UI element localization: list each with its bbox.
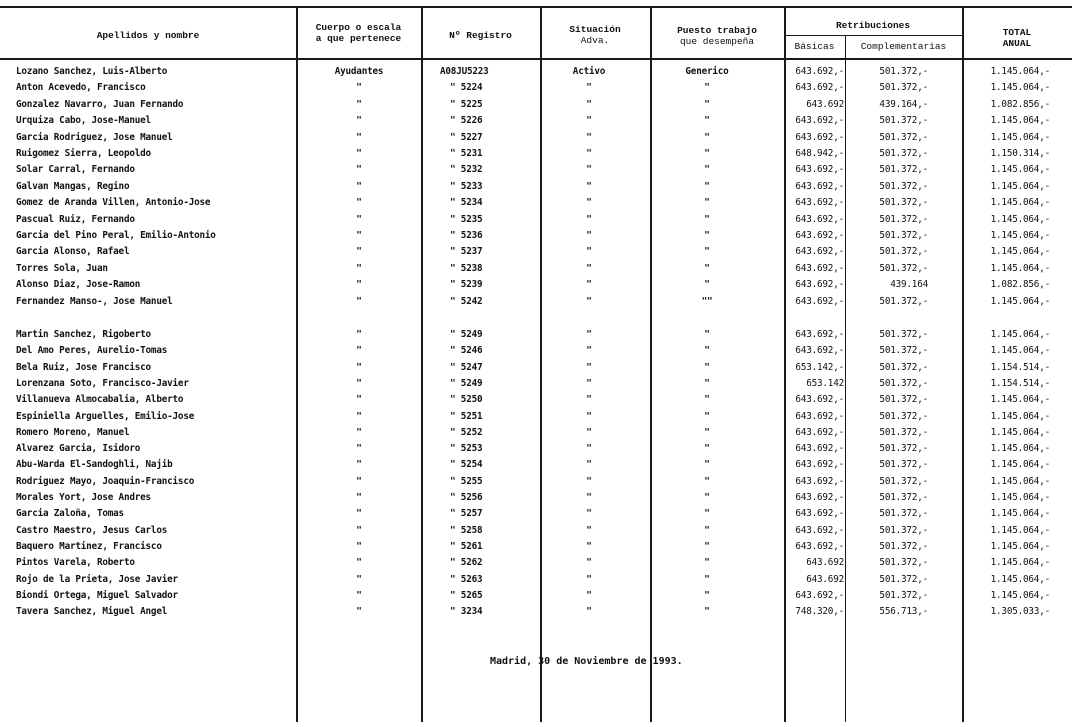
cell-registro: " 5239 [450,279,483,291]
cell-total: 1.305.033,- [990,606,1050,618]
header-retribuciones: Retribuciones [835,20,911,31]
cell-total: 1.145.064,- [990,443,1050,455]
cell-registro: " 5249 [450,377,483,389]
cell-situacion: " [586,148,592,159]
cell-total: 1.145.064,- [990,345,1050,357]
cell-situacion: " [586,557,592,569]
cell-basicas: 643.692,- [795,540,844,552]
cell-puesto: " [704,148,710,159]
cell-basicas: 643.692,- [795,295,844,307]
cell-puesto: " [704,589,710,601]
cell-cuerpo: " [356,180,362,192]
cell-total: 1.145.064,- [990,180,1050,192]
cell-puesto: " [704,426,710,438]
cell-basicas: 648.942,- [795,148,844,159]
cell-total: 1.145.064,- [990,540,1050,552]
cell-name: Romero Moreno, Manuel [16,426,130,438]
cell-puesto: " [704,508,710,520]
cell-name: Gonzalez Navarro, Juan Fernando [16,98,184,110]
header-total-line2: ANUAL [1002,38,1032,49]
cell-cuerpo: " [356,115,362,127]
cell-registro: " 5250 [450,394,483,406]
cell-complementarias: 501.372,- [879,66,928,77]
cell-total: 1.145.064,- [990,557,1050,569]
cell-situacion: Activo [572,66,606,77]
cell-name: Solar Carral, Fernando [16,164,135,176]
cell-complementarias: 501.372,- [879,508,928,520]
cell-puesto: " [704,98,710,110]
cell-puesto: " [704,475,710,487]
cell-puesto: " [704,410,710,422]
cell-complementarias: 501.372,- [879,589,928,601]
cell-basicas: 643.692,- [795,230,844,241]
cell-basicas: 643.692,- [795,508,844,520]
cell-cuerpo: " [356,540,362,552]
cell-registro: " 5256 [450,492,483,503]
cell-registro: " 5226 [450,115,483,127]
cell-complementarias: 501.372,- [879,213,928,225]
cell-basicas: 643.692,- [795,459,844,471]
cell-situacion: " [586,98,592,110]
cell-name: Lorenzana Soto, Francisco-Javier [16,377,189,389]
cell-registro: " 5251 [450,410,483,422]
cell-basicas: 643.692,- [795,66,844,77]
cell-name: Biondi Ortega, Miguel Salvador [16,589,178,601]
cell-complementarias: 501.372,- [879,230,928,241]
cell-puesto: " [704,279,710,291]
cell-basicas: 643.692,- [795,410,844,422]
cell-complementarias: 501.372,- [879,131,928,143]
cell-basicas: 643.692,- [795,180,844,192]
cell-cuerpo: " [356,230,362,241]
cell-total: 1.145.064,- [990,213,1050,225]
cell-situacion: " [586,213,592,225]
cell-registro: " 5232 [450,164,483,176]
cell-name: Galvan Mangas, Regino [16,180,130,192]
cell-registro: " 5234 [450,197,483,209]
cell-cuerpo: " [356,197,362,209]
cell-registro: " 5254 [450,459,483,471]
cell-registro: " 5236 [450,230,483,241]
cell-complementarias: 501.372,- [879,361,928,373]
cell-registro: " 3234 [450,606,483,618]
cell-cuerpo: " [356,426,362,438]
cell-cuerpo: " [356,508,362,520]
cell-total: 1.150.314,- [990,148,1050,159]
cell-situacion: " [586,475,592,487]
cell-total: 1.145.064,- [990,329,1050,340]
cell-total: 1.145.064,- [990,394,1050,406]
cell-situacion: " [586,459,592,471]
cell-total: 1.145.064,- [990,230,1050,241]
cell-complementarias: 501.372,- [879,377,928,389]
cell-complementarias: 501.372,- [879,295,928,307]
col-divider-1 [296,6,298,722]
col-divider-3 [540,6,542,722]
cell-total: 1.145.064,- [990,164,1050,176]
cell-complementarias: 501.372,- [879,148,928,159]
cell-situacion: " [586,345,592,357]
cell-total: 1.082.856,- [990,279,1050,291]
cell-basicas: 643.692 [806,573,844,585]
cell-total: 1.145.064,- [990,295,1050,307]
cell-situacion: " [586,246,592,258]
cell-puesto: " [704,82,710,94]
cell-registro: " 5247 [450,361,483,373]
cell-name: Rodriguez Mayo, Joaquin-Francisco [16,475,195,487]
cell-basicas: 643.692,- [795,197,844,209]
cell-registro: " 5237 [450,246,483,258]
cell-puesto: " [704,361,710,373]
cell-complementarias: 501.372,- [879,394,928,406]
cell-registro: " 5265 [450,589,483,601]
col-divider-6 [845,35,846,722]
cell-puesto: " [704,164,710,176]
cell-total: 1.145.064,- [990,508,1050,520]
header-situacion [540,24,650,46]
cell-name: Ruigomez Sierra, Leopoldo [16,148,151,159]
cell-cuerpo: " [356,295,362,307]
cell-cuerpo: " [356,492,362,503]
cell-complementarias: 501.372,- [879,443,928,455]
cell-situacion: " [586,164,592,176]
cell-basicas: 748.320,- [795,606,844,618]
cell-basicas: 643.692,- [795,115,844,127]
cell-name: Fernandez Manso-, Jose Manuel [16,295,173,307]
cell-registro: " 5233 [450,180,483,192]
cell-total: 1.154.514,- [990,361,1050,373]
cell-situacion: " [586,606,592,618]
cell-complementarias: 556.713,- [879,606,928,618]
cell-name: Garcia Zaloña, Tomas [16,508,124,520]
cell-situacion: " [586,410,592,422]
cell-puesto: " [704,246,710,258]
cell-puesto: " [704,540,710,552]
cell-registro: " 5249 [450,329,483,340]
header-cuerpo-line2: a que pertenece [315,33,402,44]
cell-total: 1.145.064,- [990,66,1050,77]
header-registro: Nº Registro [449,30,512,41]
cell-puesto: " [704,443,710,455]
cell-name: Lozano Sanchez, Luis-Alberto [16,66,168,77]
cell-situacion: " [586,197,592,209]
cell-name: Gomez de Aranda Villen, Antonio-Jose [16,197,211,209]
cell-complementarias: 501.372,- [879,573,928,585]
cell-name: Castro Maestro, Jesus Carlos [16,524,168,536]
cell-registro: A08JU5223 [440,66,489,77]
document-footer: Madrid, 30 de Noviembre de 1993. [490,656,683,667]
cell-complementarias: 501.372,- [879,329,928,340]
cell-total: 1.145.064,- [990,524,1050,536]
cell-situacion: " [586,443,592,455]
cell-basicas: 643.692,- [795,492,844,503]
cell-registro: " 5242 [450,295,483,307]
cell-puesto: Generico [685,66,729,77]
cell-registro: " 5227 [450,131,483,143]
cell-basicas: 643.692,- [795,345,844,357]
cell-complementarias: 501.372,- [879,197,928,209]
cell-total: 1.145.064,- [990,115,1050,127]
cell-puesto: " [704,131,710,143]
cell-name: Martin Sanchez, Rigoberto [16,329,151,340]
cell-registro: " 5258 [450,524,483,536]
cell-basicas: 643.692,- [795,329,844,340]
cell-complementarias: 501.372,- [879,164,928,176]
header-total-line1: TOTAL [1002,27,1032,38]
cell-name: Baquero Martinez, Francisco [16,540,162,552]
cell-complementarias: 501.372,- [879,459,928,471]
cell-registro: " 5246 [450,345,483,357]
cell-name: Pintos Varela, Roberto [16,557,135,569]
cell-name: Villanueva Almocabalia, Alberto [16,394,184,406]
cell-situacion: " [586,361,592,373]
cell-total: 1.082.856,- [990,98,1050,110]
cell-complementarias: 501.372,- [879,410,928,422]
cell-situacion: " [586,573,592,585]
cell-name: Torres Sola, Juan [16,262,108,274]
cell-name: Bela Ruiz, Jose Francisco [16,361,151,373]
header-name: Apellidos y nombre [96,30,200,41]
cell-puesto: " [704,459,710,471]
cell-situacion: " [586,540,592,552]
cell-basicas: 643.692,- [795,279,844,291]
cell-total: 1.154.514,- [990,377,1050,389]
cell-name: Alvarez Garcia, Isidoro [16,443,141,455]
cell-cuerpo: " [356,345,362,357]
cell-total: 1.145.064,- [990,82,1050,94]
cell-situacion: " [586,131,592,143]
cell-complementarias: 501.372,- [879,475,928,487]
cell-total: 1.145.064,- [990,573,1050,585]
cell-registro: " 5253 [450,443,483,455]
cell-cuerpo: " [356,98,362,110]
cell-cuerpo: " [356,459,362,471]
cell-situacion: " [586,115,592,127]
header-puesto [650,25,784,47]
header-situacion-line1: Situación [569,24,621,35]
cell-complementarias: 501.372,- [879,540,928,552]
cell-complementarias: 501.372,- [879,492,928,503]
cell-registro: " 5224 [450,82,483,94]
cell-basicas: 643.692,- [795,394,844,406]
cell-total: 1.145.064,- [990,131,1050,143]
cell-basicas: 653.142 [806,377,844,389]
cell-puesto: " [704,492,710,503]
cell-situacion: " [586,492,592,503]
top-rule [0,6,1072,8]
cell-cuerpo: " [356,262,362,274]
cell-puesto: " [704,606,710,618]
cell-puesto: "" [701,295,713,307]
cell-name: Garcia Alonso, Rafael [16,246,130,258]
cell-registro: " 5255 [450,475,483,487]
cell-registro: " 5257 [450,508,483,520]
cell-cuerpo: " [356,148,362,159]
cell-name: Urquiza Cabo, Jose-Manuel [16,115,151,127]
cell-basicas: 643.692,- [795,589,844,601]
cell-name: Del Amo Peres, Aurelio-Tomas [16,345,168,357]
cell-total: 1.145.064,- [990,426,1050,438]
cell-puesto: " [704,262,710,274]
cell-situacion: " [586,82,592,94]
header-bottom-rule [0,58,1072,60]
cell-cuerpo: " [356,246,362,258]
cell-cuerpo: " [356,557,362,569]
cell-name: Anton Acevedo, Francisco [16,82,146,94]
cell-basicas: 653.142,- [795,361,844,373]
cell-puesto: " [704,329,710,340]
cell-total: 1.145.064,- [990,475,1050,487]
cell-complementarias: 501.372,- [879,524,928,536]
header-complementarias: Complementarias [860,41,947,52]
cell-name: Tavera Sanchez, Miguel Angel [16,606,168,618]
cell-cuerpo: " [356,606,362,618]
cell-total: 1.145.064,- [990,459,1050,471]
cell-situacion: " [586,589,592,601]
cell-situacion: " [586,426,592,438]
cell-complementarias: 501.372,- [879,246,928,258]
cell-puesto: " [704,557,710,569]
cell-cuerpo: " [356,329,362,340]
cell-complementarias: 501.372,- [879,345,928,357]
cell-cuerpo: " [356,475,362,487]
cell-complementarias: 501.372,- [879,557,928,569]
header-total [962,27,1072,49]
cell-puesto: " [704,377,710,389]
header-situacion-line2: Adva. [580,35,610,46]
cell-situacion: " [586,230,592,241]
cell-name: Morales Yort, Jose Andres [16,492,151,503]
cell-situacion: " [586,508,592,520]
cell-name: Rojo de la Prieta, Jose Javier [16,573,178,585]
cell-complementarias: 501.372,- [879,82,928,94]
cell-registro: " 5261 [450,540,483,552]
cell-puesto: " [704,524,710,536]
cell-cuerpo: " [356,377,362,389]
cell-cuerpo: " [356,573,362,585]
cell-total: 1.145.064,- [990,492,1050,503]
cell-name: Alonso Diaz, Jose-Ramon [16,279,141,291]
cell-name: Pascual Ruiz, Fernando [16,213,135,225]
cell-basicas: 643.692,- [795,262,844,274]
cell-name: Garcia del Pino Peral, Emilio-Antonio [16,230,216,241]
cell-cuerpo: " [356,443,362,455]
header-cuerpo [296,22,421,44]
cell-registro: " 5225 [450,98,483,110]
cell-cuerpo: " [356,410,362,422]
cell-situacion: " [586,377,592,389]
header-puesto-line1: Puesto trabajo [677,25,757,36]
cell-basicas: 643.692,- [795,524,844,536]
cell-cuerpo: " [356,164,362,176]
cell-situacion: " [586,262,592,274]
cell-puesto: " [704,213,710,225]
cell-registro: " 5252 [450,426,483,438]
cell-puesto: " [704,180,710,192]
cell-basicas: 643.692 [806,557,844,569]
cell-registro: " 5231 [450,148,483,159]
cell-registro: " 5235 [450,213,483,225]
cell-basicas: 643.692,- [795,131,844,143]
cell-cuerpo: " [356,524,362,536]
cell-puesto: " [704,573,710,585]
cell-basicas: 643.692,- [795,82,844,94]
cell-complementarias: 501.372,- [879,426,928,438]
cell-total: 1.145.064,- [990,589,1050,601]
cell-complementarias: 501.372,- [879,115,928,127]
cell-name: Garcia Rodriguez, Jose Manuel [16,131,173,143]
header-puesto-line2: que desempeña [679,36,755,47]
header-basicas: Básicas [794,41,835,52]
cell-registro: " 5238 [450,262,483,274]
cell-cuerpo: " [356,279,362,291]
cell-situacion: " [586,279,592,291]
cell-complementarias: 501.372,- [879,180,928,192]
cell-total: 1.145.064,- [990,262,1050,274]
cell-puesto: " [704,230,710,241]
cell-puesto: " [704,197,710,209]
cell-total: 1.145.064,- [990,246,1050,258]
cell-cuerpo: " [356,213,362,225]
cell-basicas: 643.692,- [795,246,844,258]
cell-cuerpo: " [356,394,362,406]
cell-cuerpo: " [356,361,362,373]
cell-basicas: 643.692,- [795,164,844,176]
cell-cuerpo: " [356,82,362,94]
cell-puesto: " [704,394,710,406]
cell-registro: " 5262 [450,557,483,569]
cell-name: Abu-Warda El-Sandoghli, Najib [16,459,173,471]
cell-situacion: " [586,295,592,307]
cell-total: 1.145.064,- [990,197,1050,209]
cell-cuerpo: " [356,131,362,143]
cell-situacion: " [586,524,592,536]
cell-registro: " 5263 [450,573,483,585]
cell-complementarias: 439.164 [890,279,928,291]
cell-name: Espiniella Arguelles, Emilio-Jose [16,410,195,422]
cell-situacion: " [586,394,592,406]
cell-basicas: 643.692,- [795,475,844,487]
cell-basicas: 643.692 [806,98,844,110]
cell-puesto: " [704,345,710,357]
cell-basicas: 643.692,- [795,213,844,225]
cell-complementarias: 501.372,- [879,262,928,274]
cell-cuerpo: " [356,589,362,601]
cell-total: 1.145.064,- [990,410,1050,422]
cell-cuerpo: Ayudantes [334,66,384,77]
cell-situacion: " [586,329,592,340]
col-divider-4 [650,6,652,722]
cell-puesto: " [704,115,710,127]
retribuciones-subrule [784,35,962,36]
col-divider-2 [421,6,423,722]
cell-situacion: " [586,180,592,192]
cell-basicas: 643.692,- [795,426,844,438]
cell-complementarias: 439.164,- [879,98,928,110]
cell-basicas: 643.692,- [795,443,844,455]
header-cuerpo-line1: Cuerpo o escala [315,22,402,33]
